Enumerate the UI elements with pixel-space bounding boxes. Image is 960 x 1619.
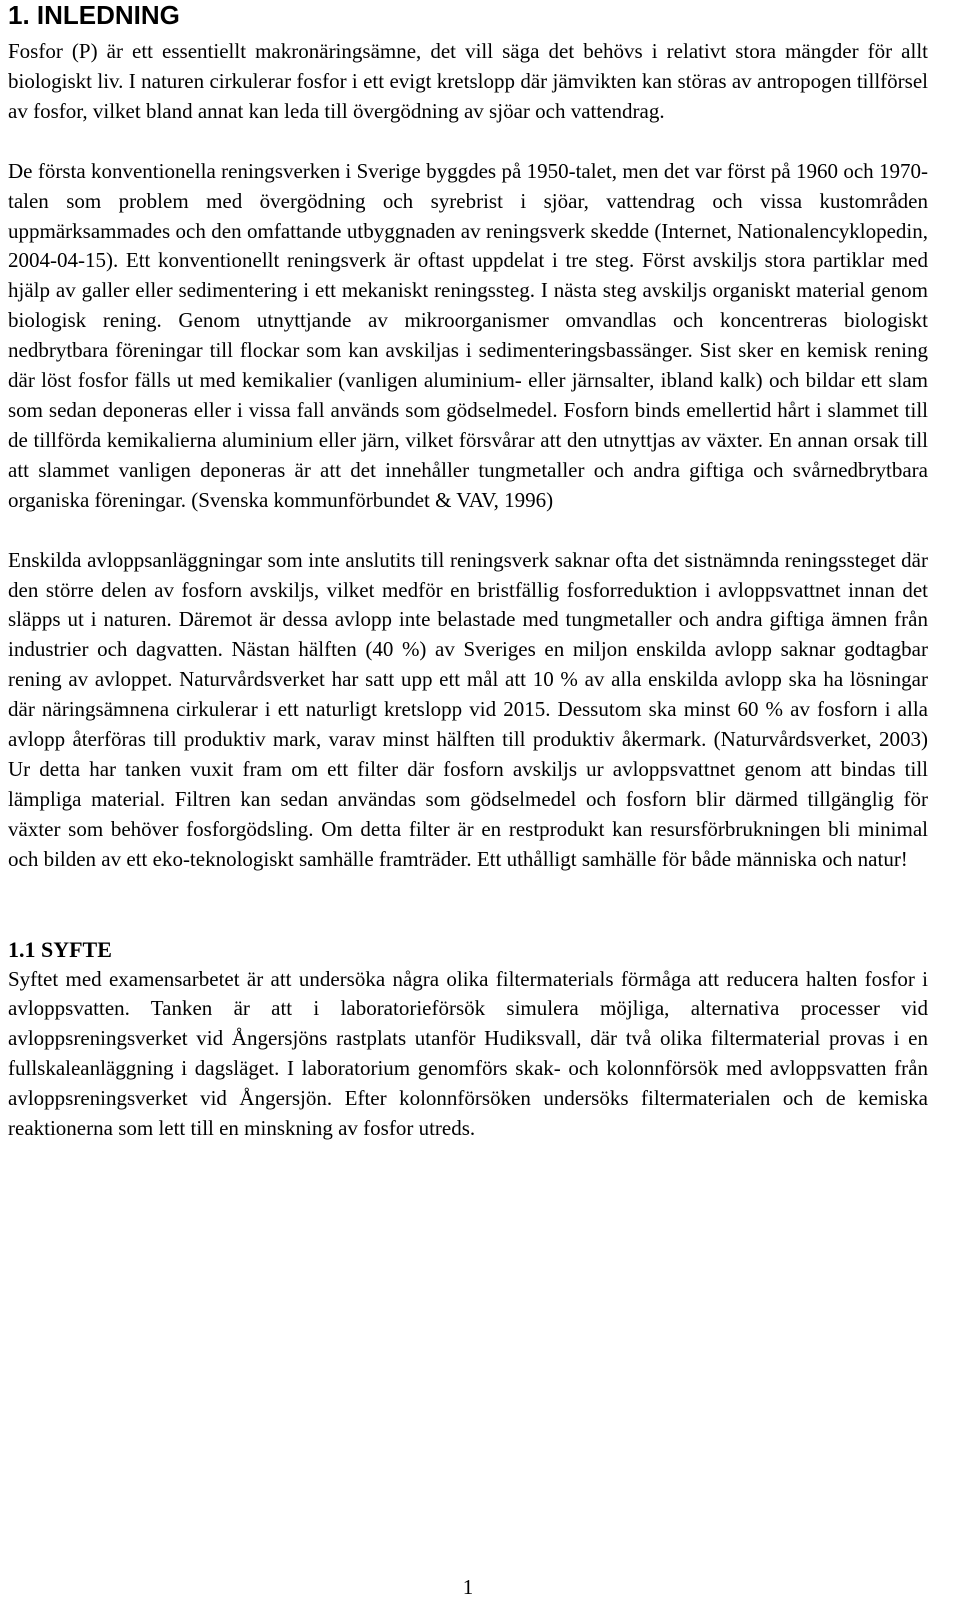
subsection (8, 935, 928, 1144)
section-heading: 1. INLEDNING (8, 0, 180, 30)
subsection-heading: 1.1 SYFTE (8, 936, 112, 962)
paragraph-intro: Fosfor (P) är ett essentiellt makronäringsämne, det vill säga det behövs i relativt stora mängder för allt biologiskt liv. I naturen cirkulerar fosfor i ett evigt kretslopp där jämvikten kan störas av antropogen tillförsel av fosfor, vilket bland annat kan leda till övergödning av sjöar och vattendrag. (8, 39, 928, 123)
paragraph-reningsverk: De första konventionella reningsverken i Sverige byggdes på 1950-talet, men det var först på 1960 och 1970-talen som problem med övergödning och syrebrist i sjöar, vattendrag och vissa kustområden uppmärksammades och den omfattande utbyggnaden av reningsverk skedde (Internet, Nationalencyklopedin, 2004-04-15). Ett konventionellt reningsverk är oftast uppdelat i tre steg. Först avskiljs stora partiklar med hjälp av galler eller sedimentering i ett mekaniskt reningssteg. I nästa steg avskiljs organiskt material genom biologisk rening. Genom utnyttjande av mikroorganismer omvandlas och koncentreras biologiskt nedbrytbara föreningar till flockar som kan avskiljas i sedimenteringsbassänger. Sist sker en kemisk rening där löst fosfor fälls ut med kemikalier (vanligen aluminium- eller järnsalter, ibland kalk) och bildar ett slam som sedan deponeras eller i vissa fall används som gödselmedel. Fosforn binds emellertid hårt i slammet till de tillförda kemikalierna aluminium eller järn, vilket försvårar att den utnyttjas av växter. En annan orsak till att slammet vanligen deponeras är att det innehåller tungmetaller och andra giftiga och svårnedbrytbara organiska föreningar. (Svenska kommunförbundet & VAV, 1996) (8, 158, 928, 512)
page-number: 1 (462, 1575, 474, 1599)
document-page (8, 0, 928, 1144)
paragraph-enskilda-avlopp: Enskilda avloppsanläggningar som inte anslutits till reningsverk saknar ofta det sistnämnda reningssteget där den större delen av fosforn avskiljs, vilket medför en bristfällig fosforreduktion i avloppsvattnet innan det släpps ut i naturen. Däremot är dessa avlopp inte belastade med tungmetaller och andra giftiga ämnen från industrier och dagvatten. Nästan hälften (40 %) av Sveriges en miljon enskilda avlopp saknar godtagbar rening av avloppet. Naturvårdsverket har satt upp ett mål att 10 % av alla enskilda avlopp ska ha lösningar där näringsämnena cirkulerar i ett naturligt kretslopp vid 2015. Dessutom ska minst 60 % av fosforn i alla avlopp återföras till produktiv mark, varav minst hälften till produktiv åkermark. (Naturvårdsverket, 2003) Ur detta har tanken vuxit fram om ett filter där fosforn avskiljs ur avloppsvattnet genom att bindas till lämpliga material. Filtren kan sedan användas som gödselmedel och fosforn blir därmed tillgänglig för växter som behöver fosforgödsling. Om detta filter är en restprodukt kan resursförbrukningen bli minimal och bilden av ett eko-teknologiskt samhälle framträder. Ett uthålligt samhälle för både människa och natur! (8, 547, 928, 871)
paragraph-syfte: Syftet med examensarbetet är att undersöka några olika filtermaterials förmåga att reducera halten fosfor i avloppsvatten. Tanken är att i laboratorieförsök simulera möjliga, alternativa processer vid avloppsreningsverket vid Ångersjöns rastplats utanför Hudiksvall, där två olika filtermaterial provas i en fullskaleanläggning i dagsläget. I laboratorium genomförs skak- och kolonnförsök med avloppsvatten från avloppsreningsverket vid Ångersjön. Efter kolonnförsöken undersöks filtermaterialen och de kemiska reaktionerna som lett till en minskning av fosfor utreds. (8, 966, 928, 1141)
